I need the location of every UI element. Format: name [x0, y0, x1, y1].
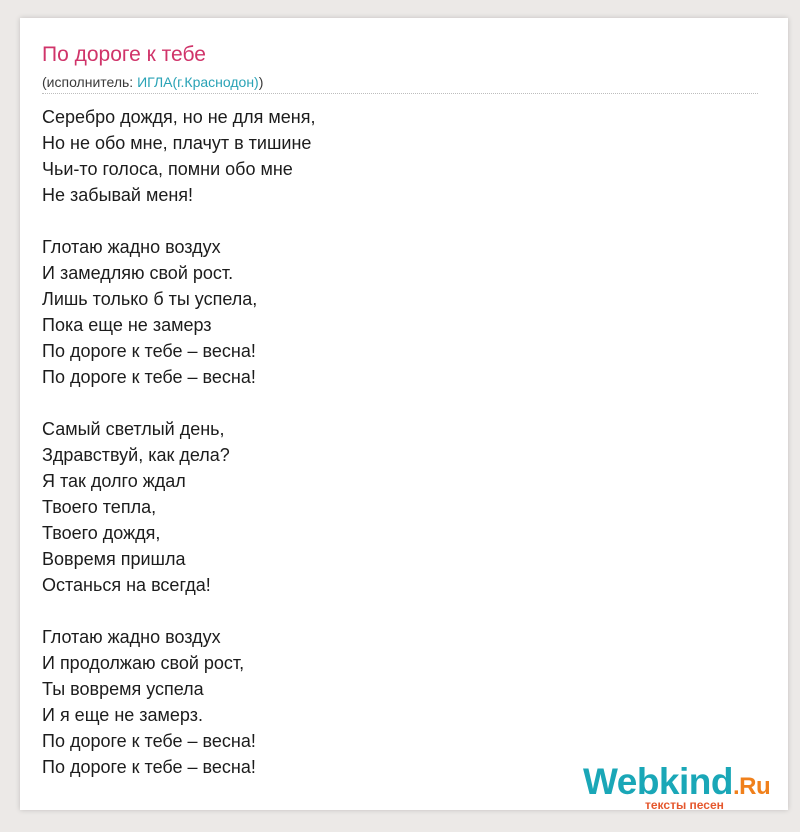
lyric-line: Ты вовремя успела	[42, 679, 204, 699]
lyric-line: Я так долго ждал	[42, 471, 186, 491]
logo-main-text: Webkind	[583, 761, 733, 802]
lyric-line: Глотаю жадно воздух	[42, 237, 221, 257]
lyric-line: Серебро дождя, но не для меня,	[42, 107, 316, 127]
lyric-line: По дороге к тебе – весна!	[42, 341, 256, 361]
lyric-line: По дороге к тебе – весна!	[42, 731, 256, 751]
lyric-line: Твоего тепла,	[42, 497, 157, 517]
lyric-line: Твоего дождя,	[42, 523, 161, 543]
stanza	[42, 234, 316, 390]
lyric-line: Лишь только б ты успела,	[42, 289, 258, 309]
stanza	[42, 416, 316, 598]
lyrics-card	[20, 18, 788, 810]
lyric-line: Не забывай меня!	[42, 185, 194, 205]
lyric-line: Глотаю жадно воздух	[42, 627, 221, 647]
lyric-line: Здравствуй, как дела?	[42, 445, 230, 465]
lyric-line: И замедляю свой рост.	[42, 263, 234, 283]
logo-tagline: тексты песен	[645, 798, 724, 812]
lyric-line: Самый светлый день,	[42, 419, 225, 439]
artist-prefix: (исполнитель:	[42, 74, 138, 90]
artist-line	[42, 73, 263, 91]
lyric-line: И продолжаю свой рост,	[42, 653, 245, 673]
lyric-line: Чьи-то голоса, помни обо мне	[42, 159, 293, 179]
stanza	[42, 104, 316, 208]
lyric-line: И я еще не замерз.	[42, 705, 203, 725]
stanza	[42, 624, 316, 780]
artist-suffix: )	[258, 74, 264, 90]
title-divider	[42, 93, 758, 94]
artist-link[interactable]: ИГЛА(г.Краснодон)	[137, 74, 259, 90]
lyric-line: Пока еще не замерз	[42, 315, 212, 335]
lyric-line: По дороге к тебе – весна!	[42, 757, 256, 777]
lyric-line: Вовремя пришла	[42, 549, 186, 569]
lyric-line: Останься на всегда!	[42, 575, 211, 595]
lyrics-text	[42, 104, 316, 806]
song-title: По дороге к тебе	[42, 43, 206, 66]
webkind-logo[interactable]	[583, 762, 783, 812]
logo-ru-text: .Ru	[733, 773, 771, 800]
lyric-line: Но не обо мне, плачут в тишине	[42, 133, 312, 153]
lyric-line: По дороге к тебе – весна!	[42, 367, 256, 387]
